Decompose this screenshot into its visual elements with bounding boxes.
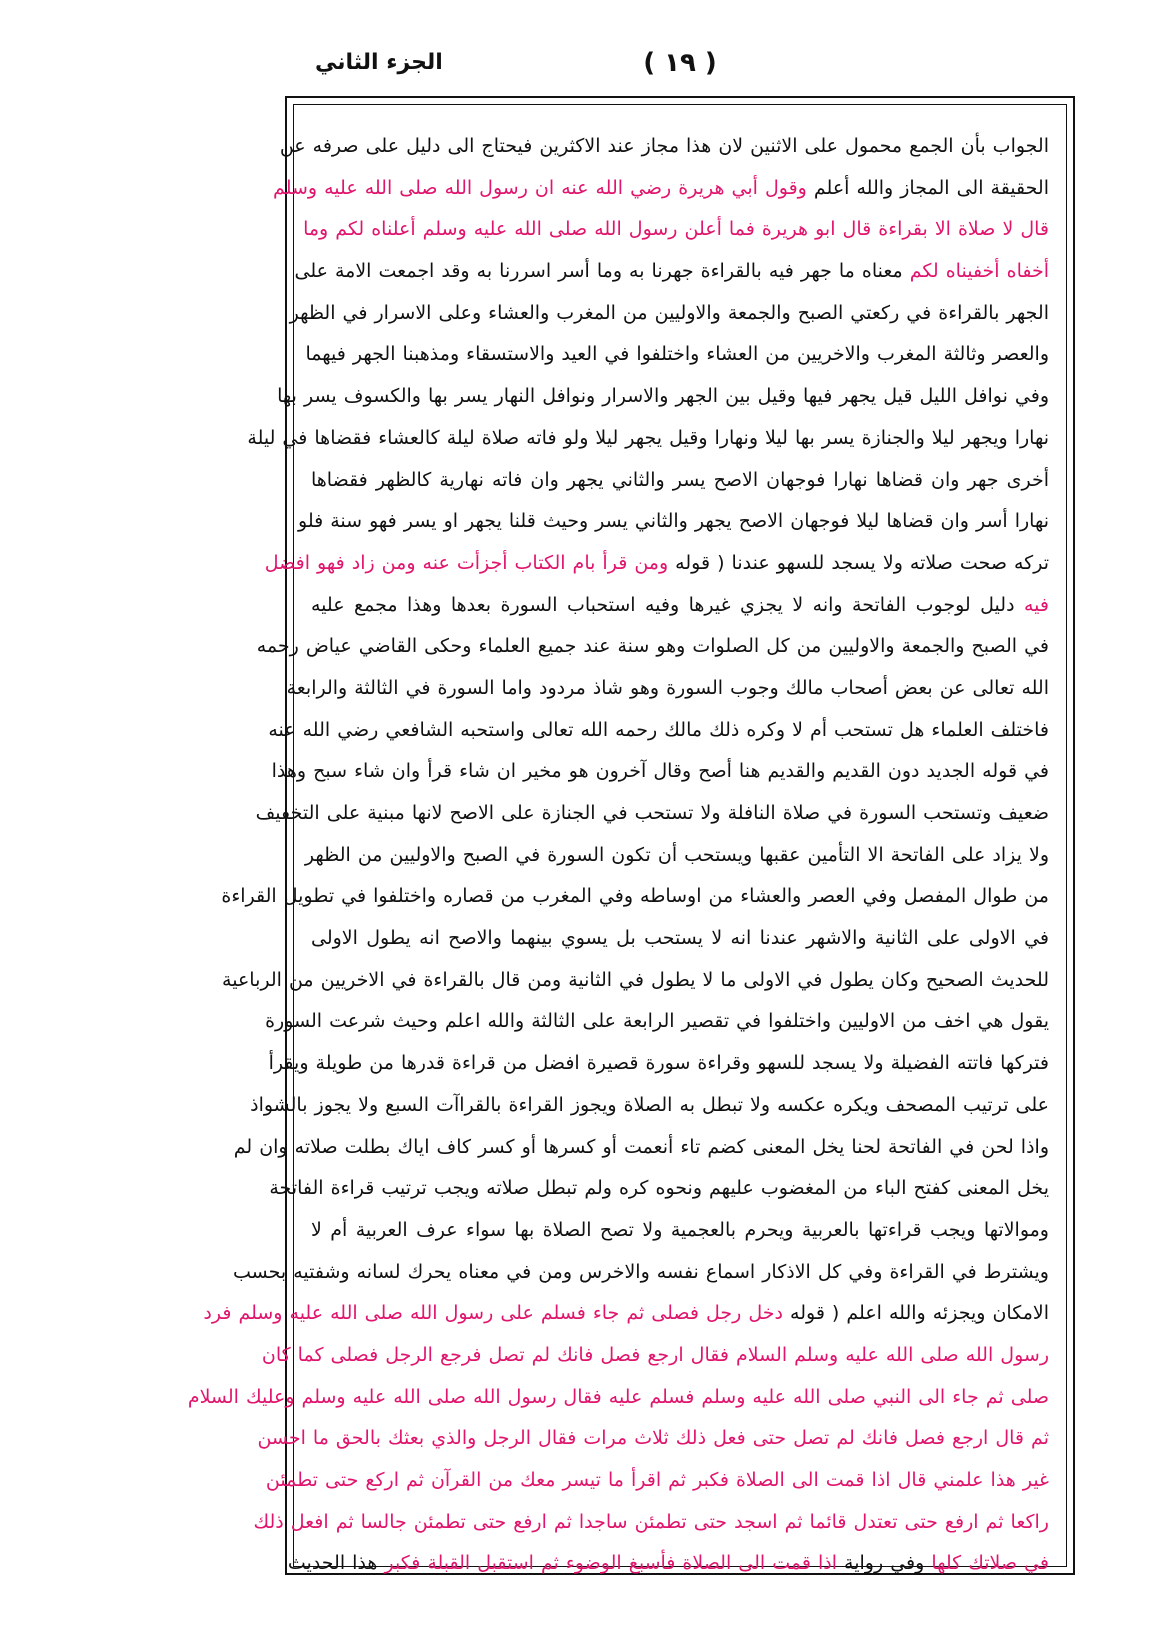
text-line xyxy=(265,1460,1049,1502)
text-line xyxy=(250,1085,1049,1127)
text-line xyxy=(305,334,1049,376)
text-line xyxy=(264,543,1049,585)
hadith-quote: اذا قمت الى الصلاة فأسبغ الوضوء ثم استقبل القبلة فكبر xyxy=(384,1552,838,1575)
hadith-quote: ومن قرأ بام الكتاب أجزأت عنه ومن زاد فهو افضل xyxy=(264,551,669,574)
hadith-quote: راكعا ثم ارفع حتى تعتدل قائما ثم اسجد حتى تطمئن ساجدا ثم ارفع حتى تطمئن جالسا ثم افعل ذلك xyxy=(253,1510,1049,1533)
commentary-text: في قوله الجديد دون القديم والقديم هنا أصح وقال آخرون هو مخير ان شاء قرأ وان شاء سبح وهذا xyxy=(271,760,1049,783)
text-line xyxy=(289,293,1049,335)
text-line xyxy=(253,1502,1049,1544)
text-line xyxy=(304,835,1049,877)
text-line xyxy=(268,1043,1049,1085)
text-line xyxy=(311,585,1049,627)
text-line xyxy=(233,1127,1049,1169)
text-line xyxy=(311,918,1049,960)
commentary-text: ويشترط في القراءة وفي كل الاذكار اسماع نفسه والاخرس ومن في معناه يحرك لسانه وشفتيه بحسب xyxy=(233,1260,1049,1283)
commentary-text: في الاولى على الثانية والاشهر عندنا انه لا يستحب بل يسوي بينهما والاصح انه يطول الاولى xyxy=(311,927,1049,950)
commentary-text: ولا يزاد على الفاتحة الا التأمين عقبها ويستحب أن تكون السورة في الصبح والاوليين من الظهر xyxy=(304,843,1049,866)
hadith-quote: غير هذا علمني قال اذا قمت الى الصلاة فكبر ثم اقرأ ما تيسر معك من القرآن ثم اركع حتى تطمئن xyxy=(265,1469,1049,1491)
volume-label: الجزء الثاني xyxy=(315,50,443,75)
commentary-text: يخل المعنى كفتح الباء من المغضوب عليهم ونحوه كره ولم تبطل صلاته ويجب ترتيب قراءة الفاتحة xyxy=(269,1177,1049,1200)
commentary-text: الله تعالى عن بعض أصحاب مالك وجوب السورة وهو شاذ مردود واما السورة في الثالثة والرابعة xyxy=(286,676,1049,699)
commentary-text: الجهر بالقراءة في ركعتي الصبح والجمعة والاوليين من المغرب والعشاء وعلى الاسرار في الظهر xyxy=(289,301,1049,324)
text-line xyxy=(261,1335,1049,1377)
page-frame xyxy=(187,96,1075,1575)
text-line xyxy=(294,251,1049,293)
commentary-text: وموالاتها ويجب قراءتها بالعربية ويحرم بالعجمية ولا تصح الصلاة بها سواء عرف العربية أم لا xyxy=(311,1218,1049,1241)
commentary-text: في الصبح والجمعة والاوليين من كل الصلوات وهو سنة عند جميع العلماء وحكى القاضي عياض رحمه xyxy=(256,635,1049,658)
hadith-quote: دخل رجل فصلى ثم جاء فسلم على رسول الله صلى الله عليه وسلم فرد xyxy=(203,1302,783,1325)
commentary-text: فتركها فاتته الفضيلة ولا يسجد للسهو وقراءة سورة قصيرة افضل من قراءة قدرها من طويلة ويقرأ xyxy=(268,1052,1049,1075)
text-line xyxy=(298,501,1049,543)
hadith-quote: وقول أبي هريرة رضي الله عنه ان رسول الله صلى الله عليه وسلم xyxy=(273,176,807,199)
hadith-quote: قال لا صلاة الا بقراءة قال ابو هريرة فما أعلن رسول الله صلى الله عليه وسلم أعلناه لكم وما xyxy=(303,218,1049,241)
commentary-text: نهارا ويجهر ليلا والجنازة يسر بها ليلا ونهارا وقيل يجهر ليلا ولو فاته صلاة ليلة كالعشاء فقضاها في ليلة xyxy=(247,426,1049,449)
text-line xyxy=(255,793,1049,835)
commentary-text: الجواب بأن الجمع محمول على الاثنين لان هذا مجاز عند الاكثرين فيحتاج الى دليل على صرفه عن xyxy=(279,135,1049,157)
commentary-text: نهارا أسر وان قضاها ليلا فوجهان الاصح يجهر والثاني يسر وحيث قلنا يجهر او يسر فهو سنة فلو xyxy=(298,510,1049,533)
text-line xyxy=(222,960,1049,1002)
text-body xyxy=(187,126,1049,1585)
commentary-text: على ترتيب المصحف ويكره عكسه ولا تبطل به الصلاة ويجوز القراءة بالقراآت السبع ولا يجوز بالشواذ xyxy=(250,1093,1049,1116)
hadith-quote: ثم قال ارجع فصل فانك لم تصل حتى فعل ذلك ثلاث مرات فقال الرجل والذي بعثك بالحق ما احسن xyxy=(257,1427,1049,1450)
text-line xyxy=(271,751,1049,793)
commentary-text: للحديث الصحيح وكان يطول في الاولى ما لا يطول في الثانية ومن قال بالقراءة في الاخريين من الرباعية xyxy=(222,968,1049,991)
text-line xyxy=(257,1418,1049,1460)
hadith-quote: فيه xyxy=(1023,593,1049,616)
commentary-text: الحقيقة الى المجاز والله أعلم xyxy=(806,176,1049,199)
text-line xyxy=(311,1210,1049,1252)
page-header xyxy=(285,46,1075,90)
text-line xyxy=(279,126,1049,168)
commentary-text: وفي نوافل الليل قيل يجهر فيها وقيل بين الجهر والاسرار ونوافل النهار يسر بها والكسوف يسر بها xyxy=(277,385,1049,408)
text-line xyxy=(273,168,1049,210)
text-line xyxy=(256,626,1049,668)
commentary-text: وفي رواية xyxy=(837,1552,925,1575)
text-line xyxy=(268,710,1049,752)
commentary-text: يقول هي اخف من الاوليين واختلفوا في تقصير الرابعة على الثالثة والله اعلم وحيث شرعت السورة xyxy=(265,1010,1049,1033)
commentary-text: واذا لحن في الفاتحة لحنا يخل المعنى كضم تاء أنعمت أو كسرها أو كسر كاف اياك بطلت صلاته وان لم xyxy=(233,1135,1049,1158)
text-line xyxy=(277,376,1049,418)
commentary-text: هذا الحديث xyxy=(287,1552,385,1575)
text-line xyxy=(311,460,1049,502)
commentary-text: ضعيف وتستحب السورة في صلاة النافلة ولا تستحب في الجنازة على الاصح لانها مبنية على التخفيف xyxy=(255,802,1049,824)
text-line xyxy=(287,1543,1049,1585)
commentary-text: والعصر وثالثة المغرب والاخريين من العشاء واختلفوا في العيد والاستسقاء ومذهبنا الجهر فيهما xyxy=(305,343,1049,366)
text-line xyxy=(247,418,1049,460)
text-line xyxy=(233,1252,1049,1294)
hadith-quote: رسول الله صلى الله عليه وسلم السلام فقال ارجع فصل فانك لم تصل فرجع الرجل فصلى كما كان xyxy=(261,1343,1049,1366)
text-line xyxy=(303,209,1049,251)
hadith-quote: في صلاتك كلها xyxy=(924,1552,1049,1575)
commentary-text: فاختلف العلماء هل تستحب أم لا وكره ذلك مالك رحمه الله تعالى واستحبه الشافعي رضي الله عنه xyxy=(268,718,1049,741)
hadith-quote: أخفاه أخفيناه لكم xyxy=(909,260,1049,283)
text-line xyxy=(265,1001,1049,1043)
text-line xyxy=(269,1168,1049,1210)
commentary-text: أخرى جهر وان قضاها نهارا فوجهان الاصح يسر والثاني يجهر وان فاته نهارية كالظهر فقضاها xyxy=(311,468,1049,491)
commentary-text: تركه صحت صلاته ولا يسجد للسهو عندنا ( قوله xyxy=(668,551,1049,574)
hadith-quote: صلى ثم جاء الى النبي صلى الله عليه وسلم فسلم عليه فقال رسول الله صلى الله عليه وسلم وعليك السلام xyxy=(187,1385,1049,1408)
page-number: ( ١٩ ) xyxy=(643,48,717,78)
commentary-text: معناه ما جهر فيه بالقراءة جهرنا به وما أسر اسررنا به وقد اجمعت الامة على xyxy=(294,260,910,283)
text-line xyxy=(286,668,1049,710)
text-line xyxy=(221,876,1049,918)
commentary-text: من طوال المفصل وفي العصر والعشاء من اوساطه وفي المغرب من قصاره واختلفوا في تطويل القراءة xyxy=(221,885,1049,908)
commentary-text: دليل لوجوب الفاتحة وانه لا يجزي غيرها وفيه استحباب السورة بعدها وهذا مجمع عليه xyxy=(311,593,1024,616)
text-line xyxy=(203,1293,1049,1335)
text-line xyxy=(187,1377,1049,1419)
commentary-text: الامكان ويجزئه والله اعلم ( قوله xyxy=(782,1302,1049,1325)
